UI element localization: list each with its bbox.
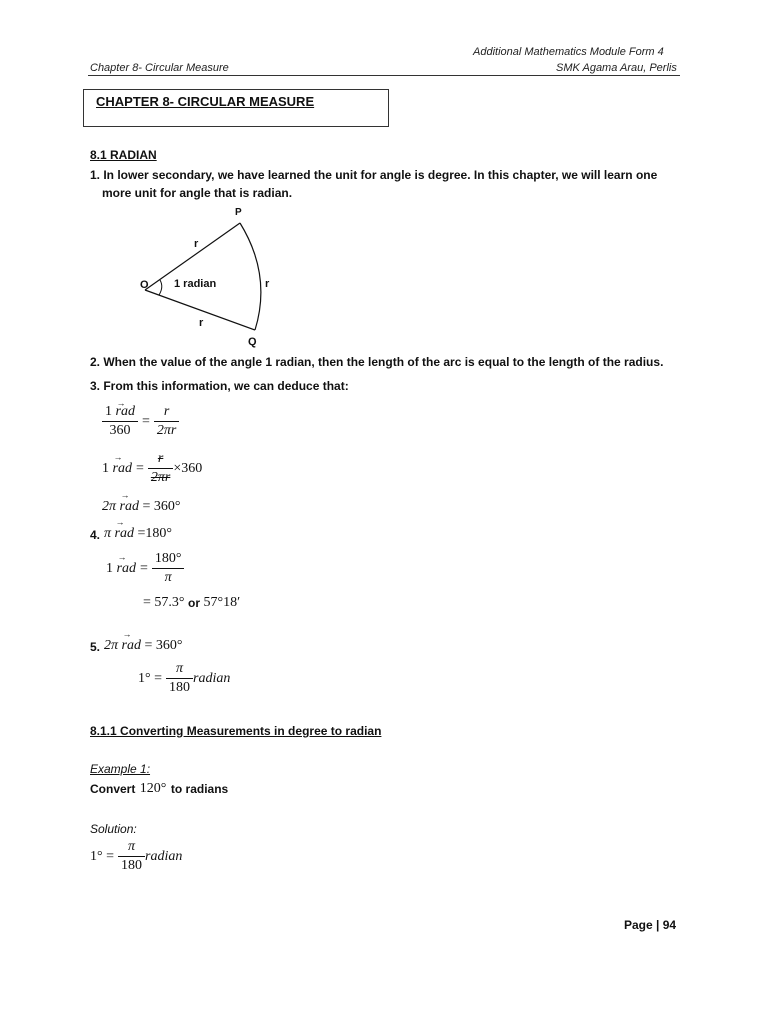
label-r-arc: r <box>265 278 270 290</box>
equation-7: 2π → rad = 360° <box>104 638 182 654</box>
eq1-right-fraction: $\frac{r}{2\pi r}$ <box>154 403 179 440</box>
equation-2: 1 → rad = $\frac{r}{2\pi r}$ ×360 <box>102 450 202 487</box>
eq1-left-fraction: $\frac{\text{1 → rad}}{360}$ <box>102 403 138 440</box>
chapter-header: Chapter 8- Circular Measure <box>90 62 229 74</box>
school-header: SMK Agama Arau, Perlis <box>556 62 677 74</box>
equation-1: $\frac{\text{1 → rad}}{360}$ = $\frac{r}{2\pi r}$ <box>102 403 179 440</box>
arc-pq <box>240 223 261 330</box>
section-heading-converting: 8.1.1 Converting Measurements in degree to radian <box>90 724 382 738</box>
equation-6: = 57.3° or 57°18′ <box>143 595 241 610</box>
solution-fraction: $\frac{\pi}{180}$ <box>118 838 145 875</box>
point-3: 3. From this information, we can deduce that: <box>90 379 349 393</box>
page-number: Page | 94 <box>624 918 677 932</box>
eq8-fraction: $\frac{\pi}{180}$ <box>166 660 193 697</box>
header-rule <box>88 75 680 76</box>
label-p: P <box>235 207 242 218</box>
eq5-fraction: $\frac{180^\circ}{\pi}$ <box>152 550 185 587</box>
label-angle: 1 radian <box>174 278 217 290</box>
label-o: O <box>140 279 149 291</box>
label-r-bottom: r <box>199 317 204 329</box>
point-4-label: 4. <box>90 528 101 542</box>
point-2: 2. When the value of the angle 1 radian, then the length of the arc is equal to the length of the radius. <box>90 355 664 369</box>
eq2-fraction: $\frac{r}{2\pi r}$ <box>148 450 173 487</box>
angle-arc <box>159 280 162 295</box>
point-1-line-2: more unit for angle that is radian. <box>102 186 293 200</box>
label-r-top: r <box>194 238 199 250</box>
example-question: Convert 120° to radians <box>90 781 229 796</box>
chapter-title: CHAPTER 8- CIRCULAR MEASURE <box>96 94 315 109</box>
section-heading-radian: 8.1 RADIAN <box>90 148 157 162</box>
solution-label: Solution: <box>90 822 137 836</box>
point-5-label: 5. <box>90 640 101 654</box>
point-1-line-1: 1. In lower secondary, we have learned the unit for angle is degree. In this chapter, we will learn one <box>90 168 658 182</box>
equation-8: 1° = $\frac{\pi}{180}$ radian <box>138 661 231 695</box>
equation-5: 1 → rad = $\frac{180^\circ}{\pi}$ <box>106 550 184 587</box>
example-label: Example 1: <box>90 762 151 776</box>
equation-4: π → rad =180° <box>104 526 172 542</box>
label-q: Q <box>248 336 257 348</box>
chapter-title-box <box>83 89 389 127</box>
module-title: Additional Mathematics Module Form 4 <box>473 46 664 58</box>
solution-equation: 1° = $\frac{\pi}{180}$ radian <box>90 839 183 873</box>
equation-3: 2π → rad = 360° <box>102 499 180 515</box>
